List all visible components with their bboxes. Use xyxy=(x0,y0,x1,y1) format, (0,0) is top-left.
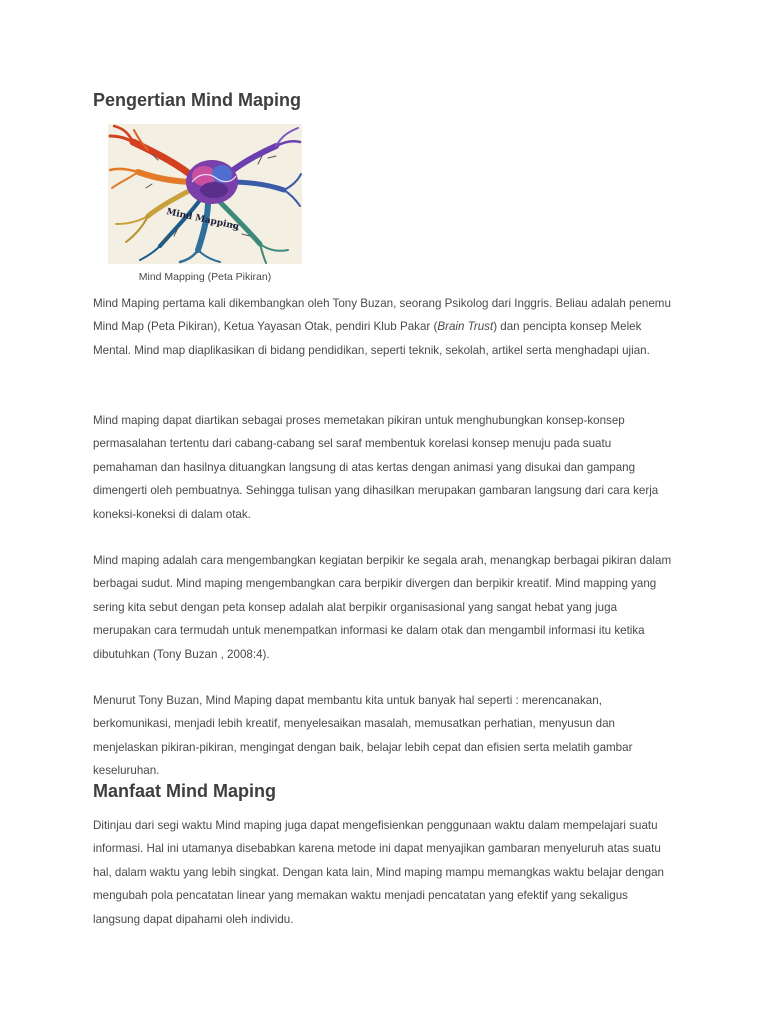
paragraph-intro-text-start: Mind Maping pertama kali dikembangkan oleh Tony Buzan, seorang Psikolog dari Inggris. Beliau adalah penemu Mind Map (Peta Pikiran), Ketua Yayasan Otak, pendiri Klub Pakar ( xyxy=(93,297,675,334)
mind-map-illustration xyxy=(108,124,302,264)
section-heading-pengertian: Pengertian Mind Maping xyxy=(93,90,302,110)
paragraph-intro xyxy=(93,292,675,362)
mind-map-illustration-label: Mind Mapping xyxy=(165,207,240,233)
paragraph-time-efficiency: Ditinjau dari segi waktu Mind maping juga dapat mengefisienkan penggunaan waktu dalam mempelajari suatu informasi. Hal ini utamanya disebabkan karena metode ini dapat menyajikan gambaran menyeluruh atas suatu hal, dalam waktu yang lebih singkat. Dengan kata lain, Mind maping mampu memangkas waktu belajar dengan mengubah pola pencatatan linear yang memakan waktu menjadi pencatatan yang efektif yang sekaligus langsung dapat dipahami oleh individu. xyxy=(93,819,664,926)
mind-map-figure xyxy=(108,124,303,283)
paragraph-intro-text-end: ) dan pencipta konsep Melek Mental. Mind map diaplikasikan di bidang pendidikan, seperti teknik, sekolah, artikel serta menghadapi ujian. xyxy=(93,320,650,357)
section-heading-manfaat: Manfaat Mind Maping xyxy=(93,781,276,801)
paragraph-benefits-list: Menurut Tony Buzan, Mind Maping dapat membantu kita untuk banyak hal seperti : merencanakan, berkomunikasi, menjadi lebih kreatif, menyelesaikan masalah, memusatkan perhatian, menyusun dan menjelaskan pikiran-pikiran, mengingat dengan baik, belajar lebih cepat dan efisien serta melatih gambar keseluruhan. xyxy=(93,694,633,778)
paragraph-divergent-thinking: Mind maping adalah cara mengembangkan kegiatan berpikir ke segala arah, menangkap berbagai pikiran dalam berbagai sudut. Mind maping mengembangkan cara berpikir divergen dan berpikir kreatif. Mind mapping yang sering kita sebut dengan peta konsep adalah alat berpikir organisasional yang sangat hebat yang juga merupakan cara termudah untuk menempatkan informasi ke dalam otak dan mengambil informasi itu ketika dibutuhkan (Tony Buzan , 2008:4). xyxy=(93,554,672,661)
brain-trust-emphasis: Brain Trust xyxy=(437,320,494,334)
figure-caption: Mind Mapping (Peta Pikiran) xyxy=(138,271,272,283)
paragraph-definition: Mind maping dapat diartikan sebagai proses memetakan pikiran untuk menghubungkan konsep-konsep permasalahan tertentu dari cabang-cabang sel saraf membentuk korelasi konsep menuju pada suatu pemahaman dan hasilnya dituangkan langsung di atas kertas dengan animasi yang disukai dan gampang dimengerti oleh pembuatnya. Sehingga tulisan yang dihasilkan merupakan gambaran langsung dari cara kerja koneksi-koneksi di dalam otak. xyxy=(93,414,659,521)
